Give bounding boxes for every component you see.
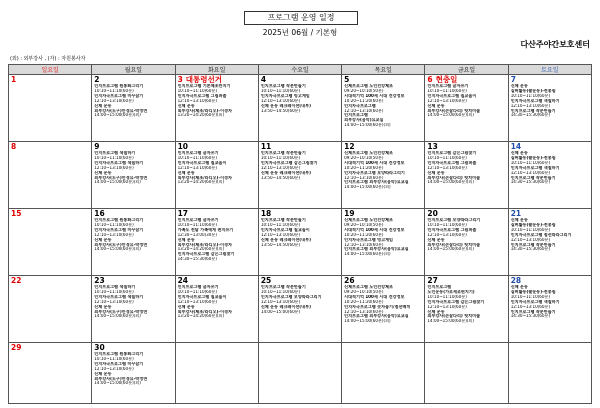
program-name: 인지프로그램 모양따라그리기 [427,218,481,222]
program-name: 인지프로그램 작문만들기 [260,218,306,222]
program-name: 인지프로그램 작문만들기 [260,84,306,88]
program-time: 14:00~15:00(60분)(외) [344,319,391,324]
program-name: 외부강사(체조/라디오)-이경자 [177,175,232,180]
program-name: 인지프로그램 [427,285,452,289]
program-name: 인지프로그램 원통화그리기 [94,352,144,356]
program-name: 인지프로그램 글자쓰기 [177,285,219,289]
calendar-day-cell [92,142,175,209]
calendar-day-cell [92,276,175,343]
program-time: 10:10~11:10(60분) [177,155,217,160]
program-name: 인지자극프로그램 미꾸잡기 [94,93,144,98]
program-name: 시대적기억 100세 시대 건강정보 [344,93,405,98]
program-name: 신체프로그램 노인건강체조 [344,151,394,155]
program-name: 인지자극프로그램 [344,103,376,108]
program-name: 신체 운동 [427,170,445,175]
program-name: 시대적기억 100세 시대 건강정보 [344,160,405,165]
program-time: 09:20~10:10(50분) [344,88,384,93]
program-name: 외부강사(손잡다리) 텃치미술 [427,242,481,247]
program-time: 10:20~11:20(60분) [344,98,384,103]
program-name: 인지프로그램 작문만들기 [260,151,306,155]
program-name: 인지자극프로그램 색칠하기 [510,299,560,304]
program-name: 신체 운동 레크레이션(내부) [260,304,311,309]
program-name: 인지프로그램 글자쓰기 [177,218,219,222]
day-number: 29 [11,343,22,352]
program-time: 09:20~10:10(50분) [344,155,384,160]
calendar-day-cell [508,209,591,276]
program-name: 신체 운동 [177,304,195,309]
program-name: 신체프로그램 노인건강체조 [344,84,394,88]
program-time: 12:10~13:10(60분) [260,165,301,170]
calendar-day-cell [175,276,258,343]
weekday-sunday: 일요일 [9,65,92,75]
program-time: 12:10~13:10(60분) [427,98,467,103]
program-name: 외부강사(손잡다리) 텃치미술 [427,314,481,319]
program-name: 외부강사(도구)안경요-박정연 [94,309,148,314]
day-number: 8 [11,142,17,151]
program-name: 신체 운동 [510,218,528,222]
calendar-week-row [9,75,592,142]
center-name: 다산주야간보호센터 [520,40,590,49]
program-time: 12:10~13:10(60분) [344,309,384,314]
program-name: 인지프로그램 작문만들기 [510,175,556,180]
calendar-day-cell [508,276,591,343]
calendar-day-cell [175,343,258,404]
program-name: 외부강사(도구)안경요-박정연 [94,242,148,247]
page-subtitle: 2025년 06월 / 기본형 [262,28,338,37]
day-number: 7 [510,75,516,84]
program-time: 14:00~15:00(60분)(외) [94,180,141,185]
program-time: 14:30~15:30(60분) [177,257,217,262]
program-time: 10:10~11:10(60분) [427,294,467,299]
program-time: 14:30~15:30(60분) [510,180,551,185]
program-name: 인지프로그램 외부강사(음악)요교실 [344,180,409,185]
program-name: 외부강사(체조/라디오)-이경자 [177,309,232,314]
program-time: 14:00~15:00(60분)(외) [427,113,474,118]
program-time: 14:00~15:00(60분)(외) [94,247,141,252]
program-name: 인지프로그램 글자쓰기 [177,151,219,155]
day-number: 27 [427,276,438,285]
calendar-week-row [9,276,592,343]
day-number: 23 [94,276,105,285]
program-name: 신체 운동 [510,285,528,289]
program-name: 인지자극프로그램 칠교놀이 [427,93,477,98]
day-number: 2 [94,75,100,84]
day-number: 20 [427,209,438,218]
program-time: 13:50~14:50(60분) [260,108,301,113]
program-time: 12:10~13:10(60분) [94,232,134,237]
program-time: 12:10~13:10(60분) [260,98,301,103]
program-name: 인지자극프로그램 색칠하기 [94,160,144,165]
program-name: 외부강사(손잡다리) 텃치미술 [427,108,481,113]
program-name: 인지프로그램 원통화그리기 [94,84,144,88]
program-name: 노인운동(가로세로편지기) [427,289,475,294]
program-time: 12:10~13:10(60분) [177,98,217,103]
calendar-table [8,64,592,404]
program-time: 10:10~11:10(60분) [260,155,301,160]
weekday-wednesday: 수요일 [258,65,341,75]
calendar-week-row [9,142,592,209]
program-time: 10:10~11:10(60분) [177,222,217,227]
program-name: 신체 운동 레크레이션(내부) [260,103,311,108]
day-number: 21 [510,209,522,218]
program-name: 신체 운동 [427,309,445,314]
calendar-day-cell [9,75,92,142]
day-number: 6 [427,75,433,84]
program-name: 실버활동(팔운동)-전봉림 [510,289,556,294]
program-name: 외부강사(도구)안경요-박정연 [94,175,148,180]
calendar-day-cell [425,75,508,142]
program-name: 인지프로그램 작문만들기 [260,285,306,289]
program-name: 인지자극프로그램 색칠하기 [94,294,144,299]
program-name: 인지프로그램 외부강사(음악)요교실 [344,314,409,319]
program-time: 10:10~11:10(60분) [94,155,134,160]
calendar-day-cell [342,343,425,404]
calendar-day-cell [508,75,591,142]
program-name: 인지자극프로그램 그림퍼즐 [427,227,477,232]
program-name: 신체 운동 레크레이션(내부) [260,237,311,242]
program-time: 14:00~15:00(60분)(외) [427,319,474,324]
calendar-day-cell [425,209,508,276]
weekday-friday: 금요일 [425,65,508,75]
program-time: 09:20~10:10(50분) [344,289,384,294]
program-time: 12:10~13:10(60분) [510,304,551,309]
program-name: 신체 운동 [94,304,112,309]
program-time: 10:10~11:10(60분) [260,88,301,93]
program-time: 12:10~13:10(60분) [260,299,301,304]
program-time: 12:10~13:10(60분) [344,242,384,247]
program-name: 인지프로그램 같은그림찾기 [427,151,477,155]
calendar-day-cell [258,209,341,276]
calendar-day-cell [92,209,175,276]
weekday-tuesday: 화요일 [175,65,258,75]
program-time: 12:10~13:10(60분) [510,170,551,175]
program-time: 12:10~13:10(60분) [344,175,384,180]
program-name: 인지프로그램 기본체조만지기 [177,84,231,88]
program-name: 인지프로그램 색칠하기 [94,285,136,289]
calendar-day-cell [92,75,175,142]
day-number: 24 [177,276,188,285]
calendar-day-cell [175,75,258,142]
program-name: 신체 운동 [427,237,445,242]
program-name: 인지자극프로그램 점선따라그리기 [510,232,572,237]
program-name: 인지프로그램 색칠하기 [94,151,136,155]
program-time: 10:20~11:20(60분) [344,299,384,304]
program-name: 인지자극프로그램 칠교놀이 [177,294,227,299]
program-time: 10:10~11:10(60분) [94,289,134,294]
program-name: 인지자극프로그램 모양따라그리기 [260,294,322,299]
program-time: 14:00~15:00(60분)(외) [94,314,141,319]
program-name: 외부강사(도구)안경요-박정연 [94,108,148,113]
program-time: 10:10~11:10(60분) [427,155,467,160]
program-name: 인지프로그램 외부강사(음악)요교실 [344,247,409,252]
program-name: 신체 운동 [427,103,445,108]
weekday-thursday: 목요일 [342,65,425,75]
day-number: 25 [260,276,272,285]
program-time: 12:10~13:10(60분) [177,299,217,304]
calendar-day-cell [342,75,425,142]
program-name: 가족도 전달 가족에게 편지쓰기 [177,227,234,232]
day-number: 18 [260,209,272,218]
calendar-day-cell [9,276,92,343]
program-name: 실버활동(팔운동)-전봉림 [510,155,556,160]
program-time: 14:30~15:30(60분) [510,247,551,252]
program-time: 12:10~13:10(60분) [260,232,301,237]
calendar-week-row [9,343,592,404]
weekday-saturday: 토요일 [508,65,591,75]
page-title: 프로그램 운영 일정 [244,11,358,25]
program-name: 인지자극프로그램 같은그림찾기 [260,160,318,165]
program-time: 10:10~11:10(60분) [510,93,551,98]
program-name: 신체프로그램 노인건강체조 [344,218,394,222]
program-name: 인지프로그램 [344,113,368,118]
calendar-day-cell [508,343,591,404]
program-name: 실버활동(팔운동)-전봉림 [510,222,556,227]
program-time: 10:10~11:10(60분) [94,222,134,227]
program-name: 신체 운동 [177,237,195,242]
program-name: 인지자극프로그램 빙고게임 [260,93,310,98]
program-time: 09:20~10:10(50분) [344,222,384,227]
calendar-day-cell [342,209,425,276]
program-name: 신체 운동 [94,103,112,108]
calendar-day-cell [425,142,508,209]
calendar-day-cell [342,276,425,343]
day-number: 12 [344,142,355,151]
program-time: 14:00~15:00(60분)(외) [344,185,391,190]
program-time: 12:10~13:10(60분) [94,299,134,304]
program-time: 10:10~11:10(60분) [260,289,301,294]
calendar-day-cell [175,209,258,276]
program-time: 13:20~14:20(60분)(외) [177,314,225,319]
program-name: 인지자극프로그램 같은그림찾기 [177,252,235,257]
calendar-day-cell [425,343,508,404]
program-name: 실버활동(팔운동)-전봉림 [510,88,556,93]
program-time: 10:10~11:10(60분) [177,289,217,294]
program-name: 인지자극프로그램 미꾸잡기 [94,361,144,366]
program-name: 인지프로그램 작문만들기 [510,242,556,247]
program-time: 12:30~13:00(30분) [177,232,217,237]
day-number: 30 [94,343,105,352]
day-number: 28 [510,276,522,285]
weekday-monday: 월요일 [92,65,175,75]
day-number: 16 [94,209,105,218]
program-name: 신체프로그램 노인건강체조 [344,285,394,289]
program-name: 신체 운동 [94,371,112,376]
program-name: 인지자극프로그램 색칠하기 [510,165,560,170]
day-number: 14 [510,142,522,151]
program-name: 신체 운동 [510,151,528,155]
program-name: 인지자극프로그램 칠교놀이 [260,227,310,232]
program-time: 13:50~14:50(60분) [260,242,301,247]
legend-note: (외) : 외부강사 , (자) : 자원봉사자 [10,56,86,62]
program-name: 신체 운동 [177,103,195,108]
program-time: 12:10~13:10(60분) [94,165,134,170]
program-time: 10:10~11:10(60분) [94,356,134,361]
program-time: 10:10~11:10(60분) [510,294,551,299]
calendar-day-cell [175,142,258,209]
program-time: 14:00~15:00(60분)(외) [94,113,141,118]
program-name: 인지프로그램 글자쓰기 [427,84,469,88]
program-time: 14:00~15:00(60분)(외) [344,252,391,257]
weekday-header-row [9,65,592,75]
program-name: 인지자극프로그램 색칠하기 [510,98,560,103]
program-name: 인지자극프로그램 같은그림찾기 [427,299,485,304]
program-time: 10:10~11:10(60분) [510,160,551,165]
program-name: 외부강사(음악)요교실 [344,118,384,123]
program-time: 10:10~11:10(60분) [177,88,217,93]
program-time: 14:30~15:30(60분) [510,113,551,118]
program-name: 신체 운동 [177,170,195,175]
program-time: 12:10~13:10(60분) [177,165,217,170]
program-time: 13:50~14:50(60분) [260,175,301,180]
program-time: 13:20~14:20(60분)(외) [177,247,225,252]
program-time: 12:10~13:10(60분) [94,366,134,371]
program-time: 10:10~11:10(60분) [427,222,467,227]
calendar-day-cell [425,276,508,343]
day-number: 4 [260,75,267,84]
program-time: 12:10~13:10(60분) [344,108,384,113]
day-number: 22 [11,276,22,285]
day-number: 15 [11,209,22,218]
calendar-day-cell [9,209,92,276]
program-name: 인지자극프로그램 모양따라그리기 [344,170,405,175]
day-number: 26 [344,276,355,285]
program-name: 외부강사(체조/라디오)-이경자 [177,108,232,113]
program-name: 신체 운동 [94,170,112,175]
program-time: 10:10~11:10(60분) [260,222,301,227]
day-number: 13 [427,142,438,151]
program-time: 12:10~13:10(60분) [510,237,551,242]
program-name: 인지자극프로그램 칠교놀이 [177,160,227,165]
program-name: 인지자극프로그램 빙고게임 [344,237,394,242]
program-time: 10:20~11:20(60분) [344,165,384,170]
program-time: 10:20~11:20(60분) [344,232,384,237]
program-time: 13:20~14:20(60분)(외) [177,180,225,185]
program-name: 인지프로그램 작문만들기 [510,309,556,314]
program-name: 외부강사(도구)안경요-박정연 [94,376,148,381]
program-name: 인지프로그램 원통화그리기 [94,218,144,222]
day-number: 10 [177,142,188,151]
program-time: 10:10~11:10(60분) [427,88,467,93]
day-number: 1 [11,75,17,84]
program-time: 14:00~15:00(60분)(외) [344,123,391,128]
program-time: 12:10~13:10(60분) [427,232,467,237]
calendar-day-cell [9,142,92,209]
day-number: 9 [94,142,100,151]
program-time: 14:00~15:00(60분) [260,309,301,314]
program-time: 14:00~15:00(60분)(외) [94,381,141,386]
program-name: 시대적기억 100세 시대 건강정보 [344,227,405,232]
calendar-day-cell [258,75,341,142]
calendar-week-row [9,209,592,276]
program-time: 14:30~15:30(60분) [510,314,551,319]
day-number: 3 [177,75,183,84]
program-name: 인지프로그램 작문만들기 [510,108,556,113]
program-name: 신체 운동 [510,84,528,88]
program-name: 인지자극프로그램 그림퍼즐 [427,160,477,165]
holiday-label: 대통령선거 [185,75,223,84]
program-name: 신체 운동 레크레이션(내부) [260,170,311,175]
program-name: 인지자극프로그램 숫자놓기/점선배치 [344,304,411,309]
calendar-day-cell [258,343,341,404]
program-name: 인지자극프로그램 그림퍼즐 [177,93,227,98]
program-name: 외부강사(손잡다리) 텃치미술 [427,175,481,180]
program-name: 신체 운동 [94,237,112,242]
calendar-day-cell [258,276,341,343]
day-number: 5 [344,75,350,84]
day-number: 11 [260,142,272,151]
program-time: 12:10~13:10(60분) [427,165,467,170]
day-number: 19 [344,209,355,218]
program-time: 14:00~15:00(60분)(외) [427,180,474,185]
program-name: 외부강사(체조/라디오)-이경자 [177,242,232,247]
day-number: 17 [177,209,188,218]
program-time: 13:20~14:20(60분)(외) [177,113,225,118]
calendar-day-cell [9,343,92,404]
program-name: 시대적기억 100세 시대 건강정보 [344,294,405,299]
program-time: 10:10~11:10(60분) [94,88,134,93]
program-time: 12:10~13:10(60분) [427,304,467,309]
program-time: 12:10~13:10(60분) [510,103,551,108]
program-name: 인지자극프로그램 미꾸잡기 [94,227,144,232]
calendar-day-cell [508,142,591,209]
program-time: 10:10~11:10(60분) [510,227,551,232]
calendar-day-cell [92,343,175,404]
calendar-day-cell [258,142,341,209]
holiday-label: 현충일 [435,75,458,84]
program-time: 14:00~15:00(60분)(외) [427,247,474,252]
program-time: 12:10~13:10(60분) [94,98,134,103]
calendar-day-cell [342,142,425,209]
